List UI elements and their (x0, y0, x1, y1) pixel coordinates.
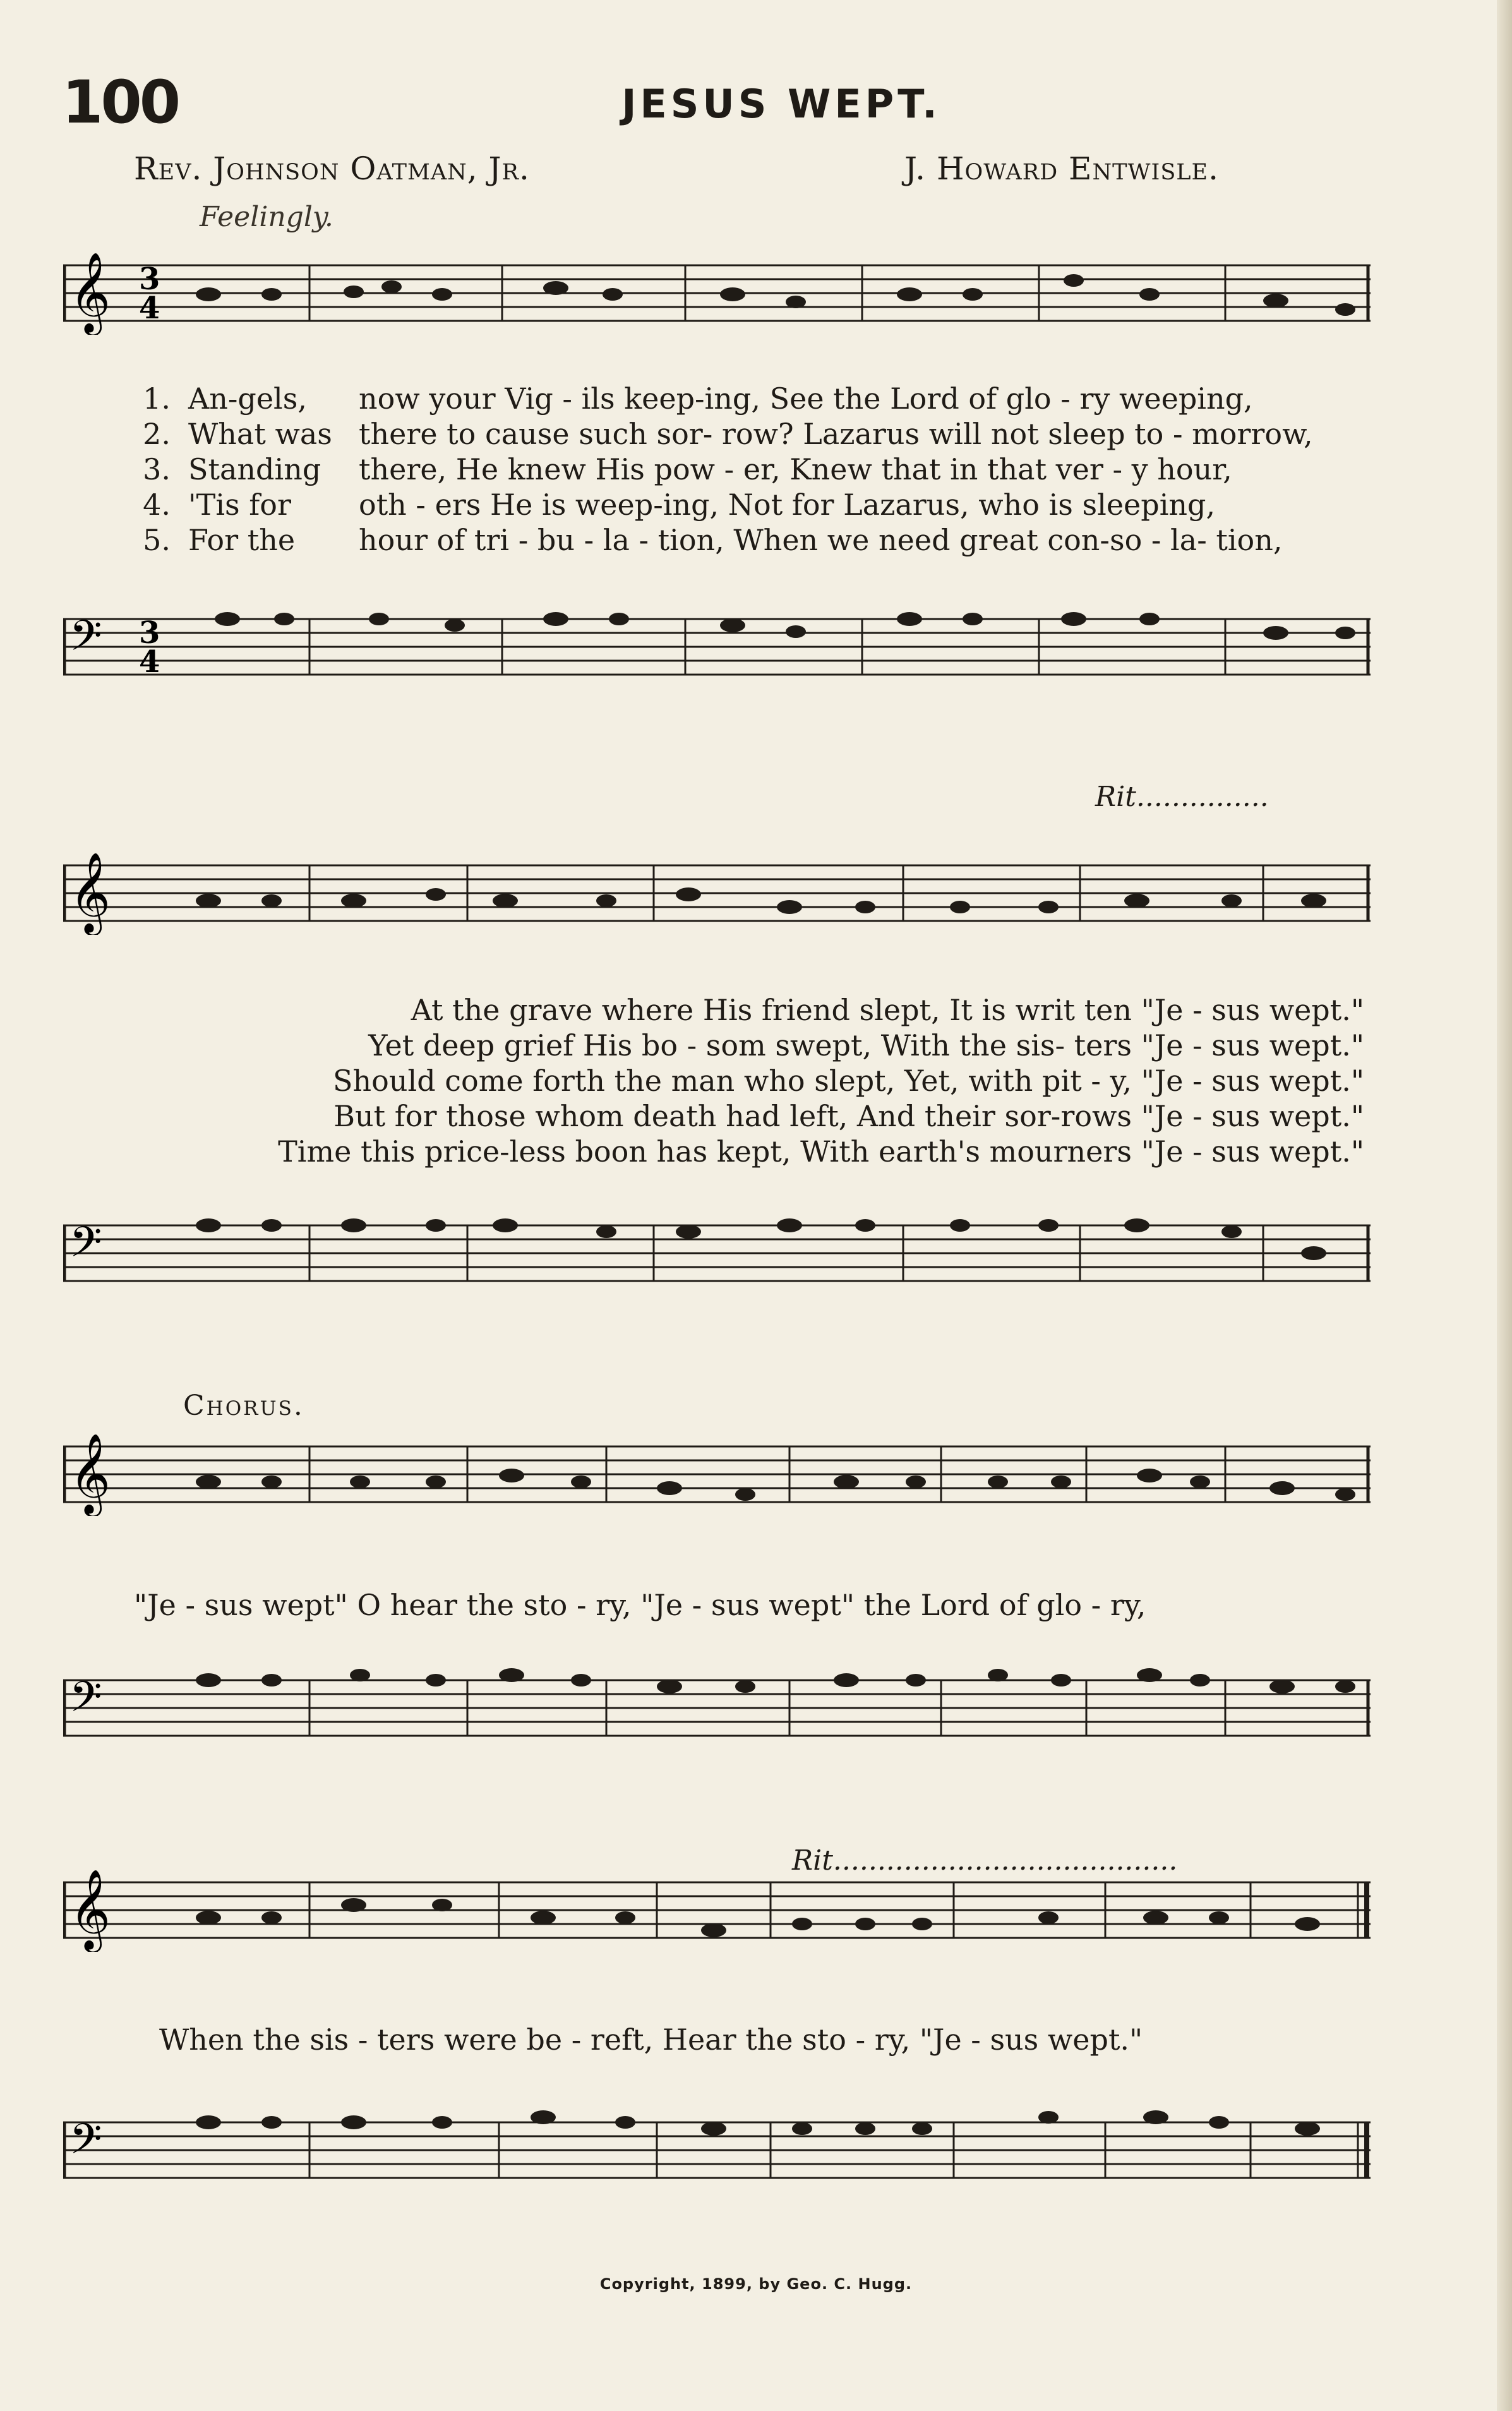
verse-4-line-2: But for those whom death had left, And their sor-rows "Je - sus wept." (333, 1099, 1364, 1133)
svg-text:𝄢: 𝄢 (69, 1218, 102, 1277)
chorus-label: Chorus. (183, 1390, 304, 1422)
treble-staff-4 (63, 1870, 1371, 1952)
bass-staff-4 (63, 2110, 1371, 2192)
ritardando-2: Rit....................................... (792, 1844, 1178, 1877)
verse-2-line-2: Yet deep grief His bo - som swept, With the sis- ters "Je - sus wept." (368, 1028, 1364, 1062)
lyricist-credit: Rev. Johnson Oatman, Jr. (134, 150, 530, 187)
svg-text:𝄢: 𝄢 (69, 611, 102, 670)
composer-credit: J. Howard Entwisle. (904, 150, 1219, 187)
treble-staff-1 (63, 253, 1371, 335)
page-edge (1497, 0, 1512, 2411)
treble-staff-2 (63, 853, 1371, 935)
svg-text:𝄢: 𝄢 (69, 1673, 102, 1731)
hymn-title: JESUS WEPT. (621, 81, 941, 127)
bass-staff-1 (63, 606, 1371, 688)
svg-text:𝄢: 𝄢 (69, 2115, 102, 2174)
chorus-line-1: "Je - sus wept" O hear the sto - ry, "Je - sus wept" the Lord of glo - ry, (134, 1588, 1146, 1622)
svg-text:𝄞: 𝄞 (69, 253, 111, 332)
verse-5-line-2: Time this price-less boon has kept, With earth's mourners "Je - sus wept." (278, 1134, 1364, 1169)
svg-text:3: 3 (139, 262, 160, 297)
tempo-marking: Feelingly. (200, 201, 333, 233)
verse-1-line-2: At the grave where His friend slept, It is writ ten "Je - sus wept." (411, 993, 1364, 1027)
svg-text:𝄞: 𝄞 (69, 853, 111, 932)
bass-staff-3 (63, 1668, 1371, 1750)
bass-staff-2 (63, 1213, 1371, 1295)
svg-text:3: 3 (139, 615, 160, 651)
ritardando-1: Rit............... (1095, 781, 1269, 813)
verse-3-line-2: Should come forth the man who slept, Yet, with pit - y, "Je - sus wept." (333, 1064, 1364, 1098)
page-number: 100 (62, 68, 179, 137)
svg-text:4: 4 (139, 644, 160, 680)
chorus-line-2: When the sis - ters were be - reft, Hear the sto - ry, "Je - sus wept." (159, 2023, 1143, 2057)
svg-text:𝄞: 𝄞 (69, 1434, 111, 1513)
copyright-notice: Copyright, 1899, by Geo. C. Hugg. (599, 2275, 913, 2293)
treble-staff-3 (63, 1434, 1371, 1516)
svg-text:𝄞: 𝄞 (69, 1870, 111, 1949)
svg-text:4: 4 (139, 291, 160, 326)
